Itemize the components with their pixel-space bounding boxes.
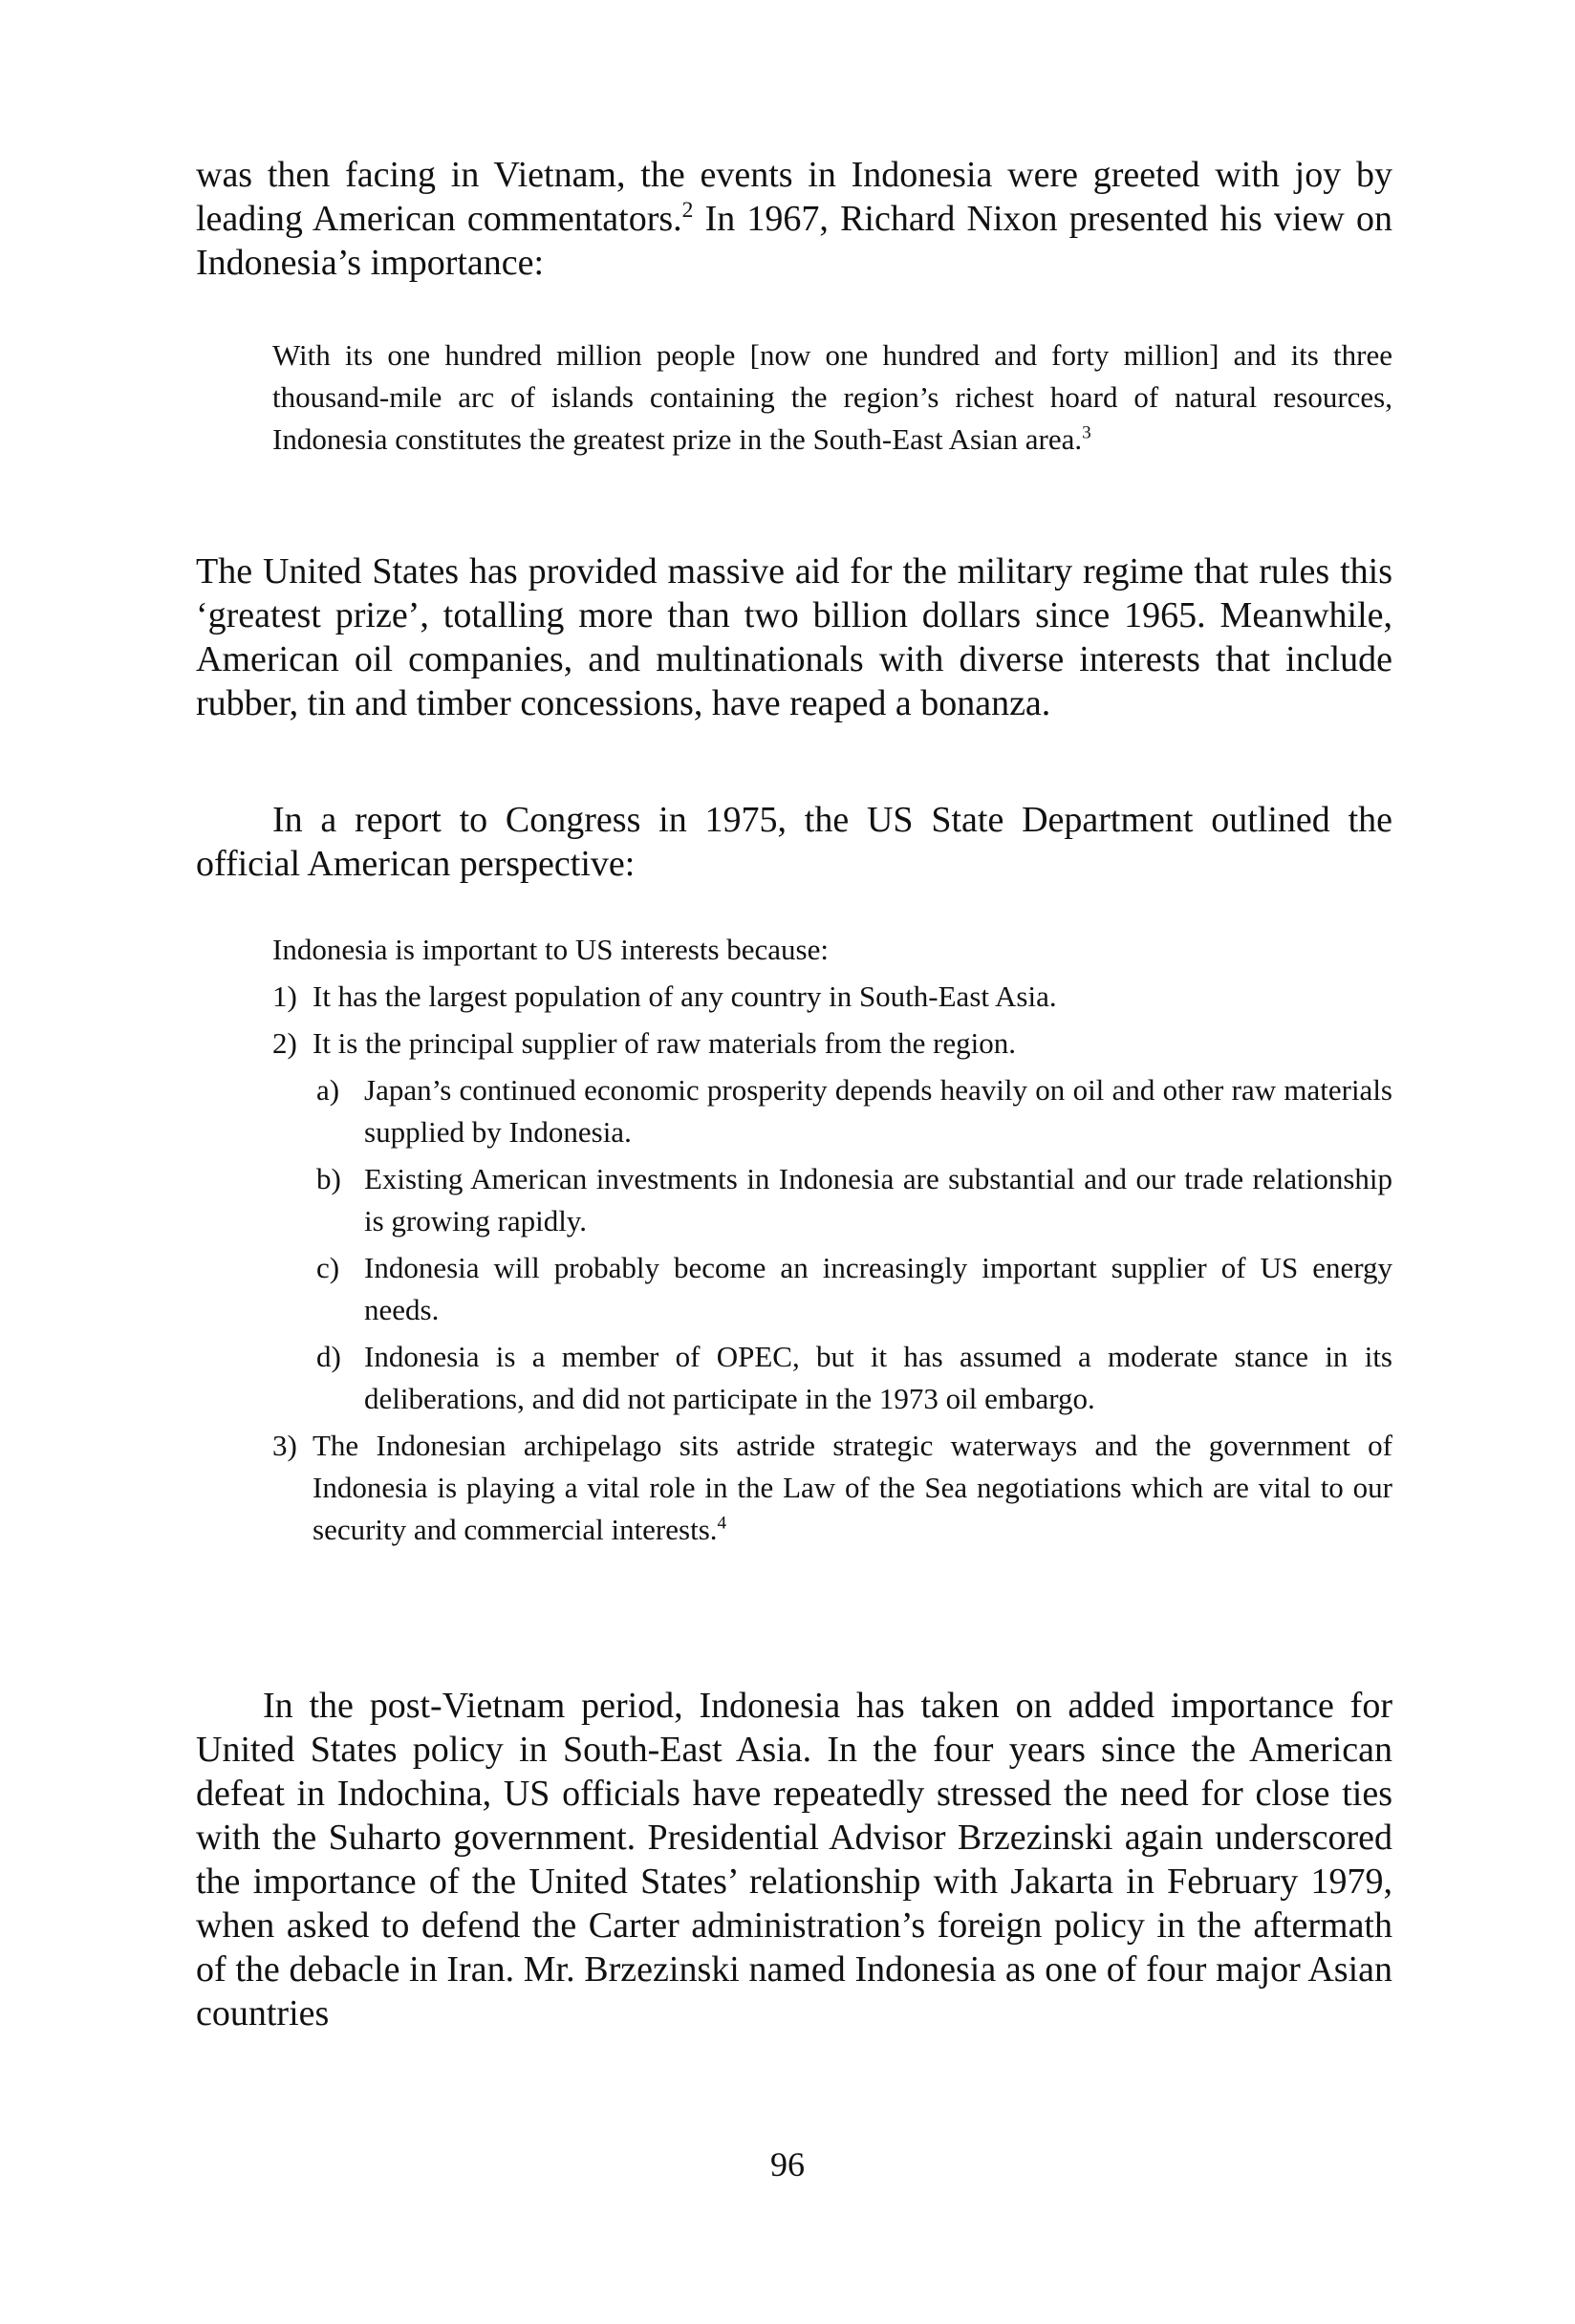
list-item: [272, 1425, 1392, 1551]
list-marker: 2): [272, 1026, 297, 1060]
quote-text: With its one hundred million people [now one hundred and forty million] and its three thousand-mile arc of islands containing the region’s richest hoard of natural resources, Indonesia constitutes the greatest prize in the South-East Asian area.: [272, 338, 1392, 456]
footnote-marker: 3: [1082, 422, 1091, 443]
paragraph-text-continued: In 1967, Richard Nixon presented his view on Indonesia’s importance:: [196, 199, 1392, 283]
sub-list-marker: b): [316, 1162, 341, 1195]
list-item-text: It has the largest population of any country in South-East Asia.: [313, 979, 1057, 1013]
list-marker: 3): [272, 1429, 297, 1462]
sub-list-item: [272, 1247, 1392, 1331]
sub-list-marker: c): [316, 1251, 340, 1284]
sub-list-item-text: Japan’s continued economic prosperity depends heavily on oil and other raw materials supplied by Indonesia.: [364, 1073, 1392, 1149]
list-item: [272, 976, 1392, 1018]
sub-list-item-text: Indonesia is a member of OPEC, but it has assumed a moderate stance in its deliberations, and did not participate in the 1973 oil embargo.: [364, 1340, 1392, 1415]
sub-list-marker: d): [316, 1340, 341, 1373]
block-quote-nixon: [272, 334, 1392, 461]
sub-list-item-text: Existing American investments in Indonesia are substantial and our trade relationship is growing rapidly.: [364, 1162, 1392, 1237]
paragraph-us-aid: The United States has provided massive aid for the military regime that rules this ‘greatest prize’, totalling more than two billion dollars since 1965. Meanwhile, American oil companies, and multinationals with diverse interests that include rubber, tin and timber concessions, have reaped a bonanza.: [196, 551, 1392, 723]
list-item-text: The Indonesian archipelago sits astride strategic waterways and the government of Indonesia is playing a vital role in the Law of the Sea negotiations which are vital to our security and commercial interests.: [313, 1429, 1392, 1546]
list-item: [272, 1022, 1392, 1065]
paragraph-text: was then facing in Vietnam, the events in Indonesia were greeted with joy by leading American commentators.: [196, 155, 1392, 239]
list-marker: 1): [272, 979, 297, 1013]
footnote-marker: 2: [681, 197, 694, 223]
sub-list-item: [272, 1158, 1392, 1242]
sub-list-marker: a): [316, 1073, 340, 1107]
paragraph-nixon-intro: [196, 153, 1392, 285]
sub-list-item-text: Indonesia will probably become an increasingly important supplier of US energy needs.: [364, 1251, 1392, 1326]
list-item-text: It is the principal supplier of raw materials from the region.: [313, 1026, 1017, 1060]
block-quote-state-department: [272, 929, 1392, 1556]
sub-list-item: [272, 1336, 1392, 1420]
paragraph-state-department: In a report to Congress in 1975, the US State Department outlined the official American perspective:: [196, 800, 1392, 884]
page-number: 96: [770, 2145, 805, 2184]
sub-list-item: [272, 1069, 1392, 1153]
paragraph-post-vietnam: In the post-Vietnam period, Indonesia has taken on added importance for United States policy in South-East Asia. In the four years since the American defeat in Indochina, US officials have repeatedly stressed the need for close ties with the Suharto government. Presidential Advisor Brzezinski again underscored the importance of the United States’ relationship with Jakarta in February 1979, when asked to defend the Carter administration’s foreign policy in the aftermath of the debacle in Iran. Mr. Brzezinski named Indonesia as one of four major Asian countries: [196, 1686, 1392, 2034]
footnote-marker: 4: [717, 1513, 727, 1534]
quote-lead: Indonesia is important to US interests because:: [272, 933, 829, 966]
